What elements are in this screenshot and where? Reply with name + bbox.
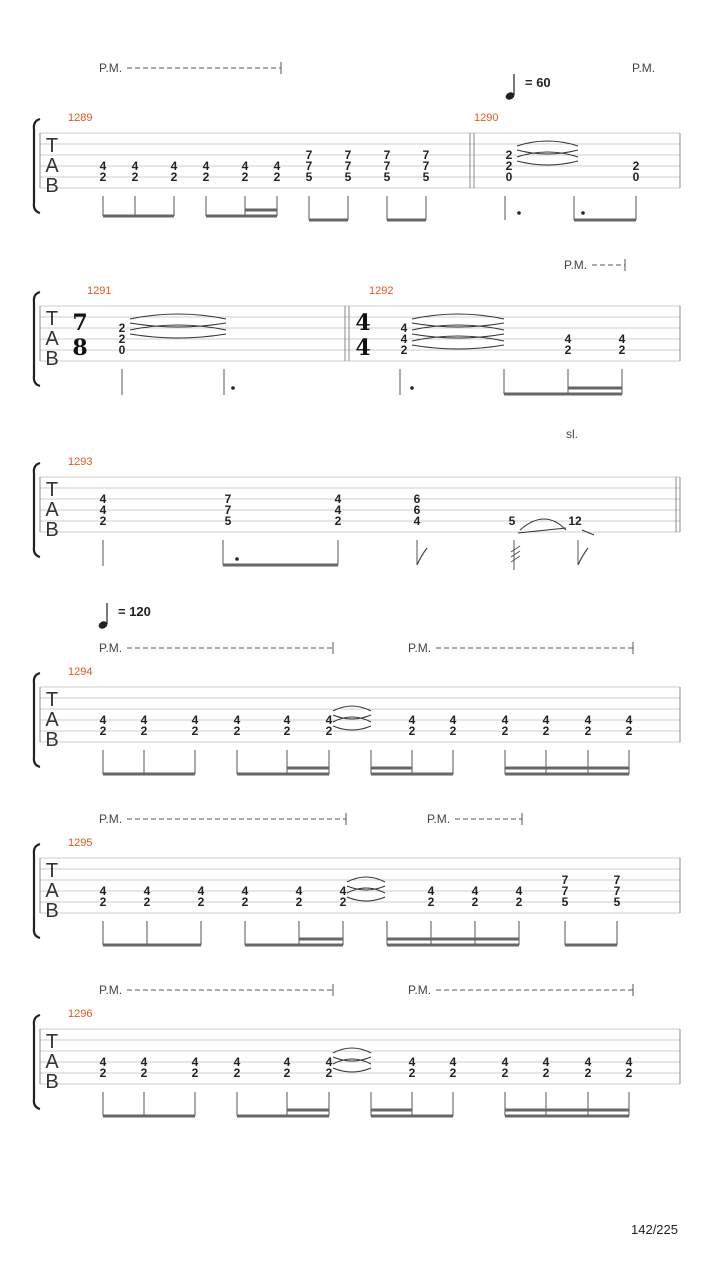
tab-clef-letter: B — [45, 1071, 59, 1093]
beam — [574, 219, 636, 222]
fret-number: 4 — [191, 713, 199, 727]
tab-clef-letter: B — [45, 900, 59, 922]
fret-number: 4 — [99, 884, 107, 898]
beam — [371, 773, 453, 776]
fret-number: 2 — [233, 1066, 241, 1080]
measure-number: 1289 — [68, 112, 93, 124]
beam — [206, 215, 277, 218]
fret-number: 4 — [625, 1055, 633, 1069]
fret-number: 5 — [422, 170, 430, 184]
tie-arc — [333, 726, 371, 730]
fret-number: 4 — [400, 332, 408, 346]
fret-number: 4 — [233, 713, 241, 727]
tab-clef-letter: B — [45, 519, 59, 541]
fret-number: 4 — [584, 1055, 592, 1069]
fret-number: 2 — [283, 1066, 291, 1080]
time-signature-top: 4 — [355, 310, 371, 336]
fret-number: 2 — [99, 1066, 107, 1080]
duration-dot — [235, 557, 239, 561]
measure-number: 1293 — [68, 456, 93, 468]
fret-number: 2 — [625, 1066, 633, 1080]
fret-number: 2 — [143, 895, 151, 909]
beam-secondary — [568, 387, 622, 390]
palm-mute-label: P.M. — [99, 61, 123, 75]
fret-number: 2 — [202, 170, 210, 184]
palm-mute-label: P.M. — [99, 983, 123, 997]
fret-number: 2 — [505, 148, 513, 162]
fret-number: 2 — [197, 895, 205, 909]
beam-secondary — [387, 938, 519, 941]
tab-clef-letter: T — [45, 860, 59, 882]
fret-number: 7 — [613, 873, 621, 887]
fret-number: 2 — [334, 514, 342, 528]
time-signature-bottom: 4 — [355, 335, 371, 361]
fret-number: 2 — [131, 170, 139, 184]
fret-number: 7 — [305, 159, 313, 173]
slide-label: sl. — [566, 427, 578, 441]
beam — [309, 219, 348, 222]
fret-number: 2 — [99, 895, 107, 909]
fret-number: 2 — [339, 895, 347, 909]
fret-number: 4 — [542, 1055, 550, 1069]
beam — [504, 393, 622, 396]
fret-number: 2 — [408, 1066, 416, 1080]
fret-number: 4 — [471, 884, 479, 898]
fret-number: 7 — [224, 492, 232, 506]
fret-number: 4 — [99, 1055, 107, 1069]
fret-number: 2 — [584, 724, 592, 738]
fret-number: 4 — [413, 514, 421, 528]
fret-number: 7 — [561, 873, 569, 887]
tempo-mark-value: = 60 — [525, 75, 551, 90]
fret-number: 2 — [449, 724, 457, 738]
fret-number: 5 — [344, 170, 352, 184]
page-number: 142/225 — [631, 1222, 678, 1237]
fret-number: 4 — [501, 713, 509, 727]
fret-number: 2 — [273, 170, 281, 184]
tie-arc — [517, 161, 578, 165]
tempo-mark-value: = 120 — [118, 604, 151, 619]
system-brace — [34, 119, 40, 213]
fret-number: 5 — [508, 514, 516, 528]
fret-number: 7 — [613, 884, 621, 898]
tab-clef-letter: A — [45, 328, 59, 350]
fret-number: 4 — [140, 713, 148, 727]
beam — [103, 215, 174, 218]
time-signature-top: 7 — [72, 310, 88, 336]
fret-number: 2 — [99, 170, 107, 184]
tie-arc — [130, 334, 226, 338]
beam-secondary — [287, 1109, 329, 1112]
fret-number: 0 — [632, 170, 640, 184]
fret-number: 4 — [449, 713, 457, 727]
tab-system-6 — [34, 983, 680, 1118]
fret-number: 2 — [170, 170, 178, 184]
fret-number: 4 — [99, 503, 107, 517]
fret-number: 7 — [422, 159, 430, 173]
grace-flag — [511, 556, 520, 562]
fret-number: 5 — [561, 895, 569, 909]
fret-number: 4 — [400, 321, 408, 335]
beam — [371, 1115, 453, 1118]
note-flag — [417, 548, 427, 565]
fret-number: 4 — [564, 332, 572, 346]
measure-number: 1291 — [87, 285, 112, 297]
fret-number: 2 — [505, 159, 513, 173]
measure-number: 1292 — [369, 285, 394, 297]
measure-number: 1290 — [474, 112, 499, 124]
fret-number: 5 — [383, 170, 391, 184]
fret-number: 4 — [295, 884, 303, 898]
beam — [237, 773, 329, 776]
fret-number: 2 — [99, 514, 107, 528]
tie-arc — [333, 1068, 371, 1072]
fret-number: 4 — [334, 492, 342, 506]
fret-number: 2 — [118, 321, 126, 335]
beam — [223, 564, 338, 567]
fret-number: 2 — [564, 343, 572, 357]
fret-number: 7 — [383, 159, 391, 173]
beam-secondary — [245, 209, 277, 212]
fret-number: 7 — [383, 148, 391, 162]
fret-number: 4 — [170, 159, 178, 173]
fret-number: 4 — [99, 159, 107, 173]
beam — [103, 1115, 195, 1118]
fret-number: 4 — [233, 1055, 241, 1069]
time-signature-bottom: 8 — [72, 335, 88, 361]
fret-number: 4 — [618, 332, 626, 346]
fret-number: 2 — [283, 724, 291, 738]
fret-number: 2 — [241, 895, 249, 909]
fret-number: 2 — [515, 895, 523, 909]
beam — [387, 944, 519, 947]
fret-number: 4 — [408, 1055, 416, 1069]
fret-number: 4 — [143, 884, 151, 898]
system-brace — [34, 1015, 40, 1109]
beam — [103, 773, 195, 776]
palm-mute-label: P.M. — [99, 812, 123, 826]
fret-number: 2 — [625, 724, 633, 738]
tab-clef-letter: A — [45, 880, 59, 902]
fret-number: 2 — [325, 1066, 333, 1080]
fret-number: 0 — [118, 343, 126, 357]
fret-number: 7 — [305, 148, 313, 162]
fret-number: 7 — [344, 159, 352, 173]
fret-number: 6 — [413, 503, 421, 517]
fret-number: 2 — [427, 895, 435, 909]
measure-number: 1295 — [68, 837, 93, 849]
tab-clef-letter: A — [45, 155, 59, 177]
fret-number: 0 — [505, 170, 513, 184]
palm-mute-label: P.M. — [408, 641, 432, 655]
beam — [237, 1115, 329, 1118]
fret-number: 2 — [542, 1066, 550, 1080]
fret-number: 7 — [422, 148, 430, 162]
fret-number: 12 — [568, 514, 582, 528]
grace-flag — [511, 546, 520, 552]
fret-number: 2 — [118, 332, 126, 346]
tab-clef-letter: T — [45, 308, 59, 330]
fret-number: 4 — [202, 159, 210, 173]
fret-number: 4 — [197, 884, 205, 898]
fret-number: 4 — [283, 713, 291, 727]
fret-number: 7 — [224, 503, 232, 517]
fret-number: 4 — [99, 713, 107, 727]
fret-number: 2 — [295, 895, 303, 909]
fret-number: 4 — [339, 884, 347, 898]
duration-dot — [581, 211, 585, 215]
tab-system-3 — [34, 427, 680, 570]
duration-dot — [517, 211, 521, 215]
fret-number: 5 — [613, 895, 621, 909]
fret-number: 2 — [191, 1066, 199, 1080]
tab-clef-letter: T — [45, 689, 59, 711]
measure-number: 1296 — [68, 1008, 93, 1020]
fret-number: 4 — [325, 1055, 333, 1069]
system-brace — [34, 673, 40, 767]
fret-number: 2 — [471, 895, 479, 909]
tab-system-4 — [34, 641, 680, 776]
beam-secondary — [371, 767, 412, 770]
tab-system-2 — [34, 258, 680, 396]
beam-secondary — [371, 1109, 412, 1112]
beam — [387, 219, 426, 222]
fret-number: 2 — [584, 1066, 592, 1080]
fret-number: 2 — [501, 724, 509, 738]
fret-number: 2 — [191, 724, 199, 738]
fret-number: 4 — [542, 713, 550, 727]
fret-number: 4 — [334, 503, 342, 517]
fret-number: 2 — [241, 170, 249, 184]
tab-clef-letter: B — [45, 348, 59, 370]
fret-number: 2 — [400, 343, 408, 357]
beam-secondary — [505, 1109, 629, 1112]
system-brace — [34, 292, 40, 386]
tab-clef-letter: T — [45, 479, 59, 501]
fret-number: 4 — [191, 1055, 199, 1069]
beam-secondary — [505, 767, 629, 770]
fret-number: 4 — [584, 713, 592, 727]
fret-number: 2 — [325, 724, 333, 738]
fret-number: 2 — [408, 724, 416, 738]
fret-number: 4 — [449, 1055, 457, 1069]
fret-number: 4 — [408, 713, 416, 727]
fret-number: 2 — [501, 1066, 509, 1080]
palm-mute-label: P.M. — [427, 812, 451, 826]
beam-secondary — [287, 767, 329, 770]
beam — [245, 944, 343, 947]
fret-number: 4 — [140, 1055, 148, 1069]
tab-clef-letter: A — [45, 499, 59, 521]
fret-number: 4 — [131, 159, 139, 173]
fret-number: 4 — [427, 884, 435, 898]
tie-arc — [347, 897, 385, 901]
fret-number: 7 — [344, 148, 352, 162]
beam — [565, 944, 617, 947]
beam — [505, 773, 629, 776]
fret-number: 4 — [283, 1055, 291, 1069]
tab-clef-letter: T — [45, 1031, 59, 1053]
tab-clef-letter: A — [45, 1051, 59, 1073]
palm-mute-label: P.M. — [632, 61, 656, 75]
fret-number: 4 — [625, 713, 633, 727]
fret-number: 4 — [241, 159, 249, 173]
fret-number: 6 — [413, 492, 421, 506]
fret-number: 4 — [241, 884, 249, 898]
palm-mute-label: P.M. — [408, 983, 432, 997]
fret-number: 2 — [632, 159, 640, 173]
tab-system-5 — [34, 812, 680, 947]
fret-number: 2 — [140, 724, 148, 738]
tab-clef-letter: B — [45, 729, 59, 751]
grace-flag — [511, 551, 520, 557]
tie-arc — [412, 345, 504, 349]
fret-number: 5 — [224, 514, 232, 528]
palm-mute-label: P.M. — [99, 641, 123, 655]
duration-dot — [410, 386, 414, 390]
fret-number: 4 — [501, 1055, 509, 1069]
beam — [103, 944, 201, 947]
tab-clef-letter: B — [45, 175, 59, 197]
fret-number: 2 — [99, 724, 107, 738]
fret-number: 4 — [515, 884, 523, 898]
duration-dot — [231, 386, 235, 390]
fret-number: 2 — [449, 1066, 457, 1080]
fret-number: 2 — [140, 1066, 148, 1080]
system-brace — [34, 463, 40, 557]
fret-number: 2 — [542, 724, 550, 738]
tab-clef-letter: A — [45, 709, 59, 731]
tab-system-1 — [34, 61, 680, 222]
fret-number: 7 — [561, 884, 569, 898]
tab-clef-letter: T — [45, 135, 59, 157]
system-brace — [34, 844, 40, 938]
measure-number: 1294 — [68, 666, 93, 678]
beam-secondary — [299, 938, 343, 941]
note-flag — [578, 548, 588, 565]
fret-number: 4 — [273, 159, 281, 173]
fret-number: 4 — [325, 713, 333, 727]
beam — [505, 1115, 629, 1118]
fret-number: 2 — [618, 343, 626, 357]
fret-number: 4 — [99, 492, 107, 506]
fret-number: 5 — [305, 170, 313, 184]
palm-mute-label: P.M. — [564, 258, 588, 272]
fret-number: 2 — [233, 724, 241, 738]
